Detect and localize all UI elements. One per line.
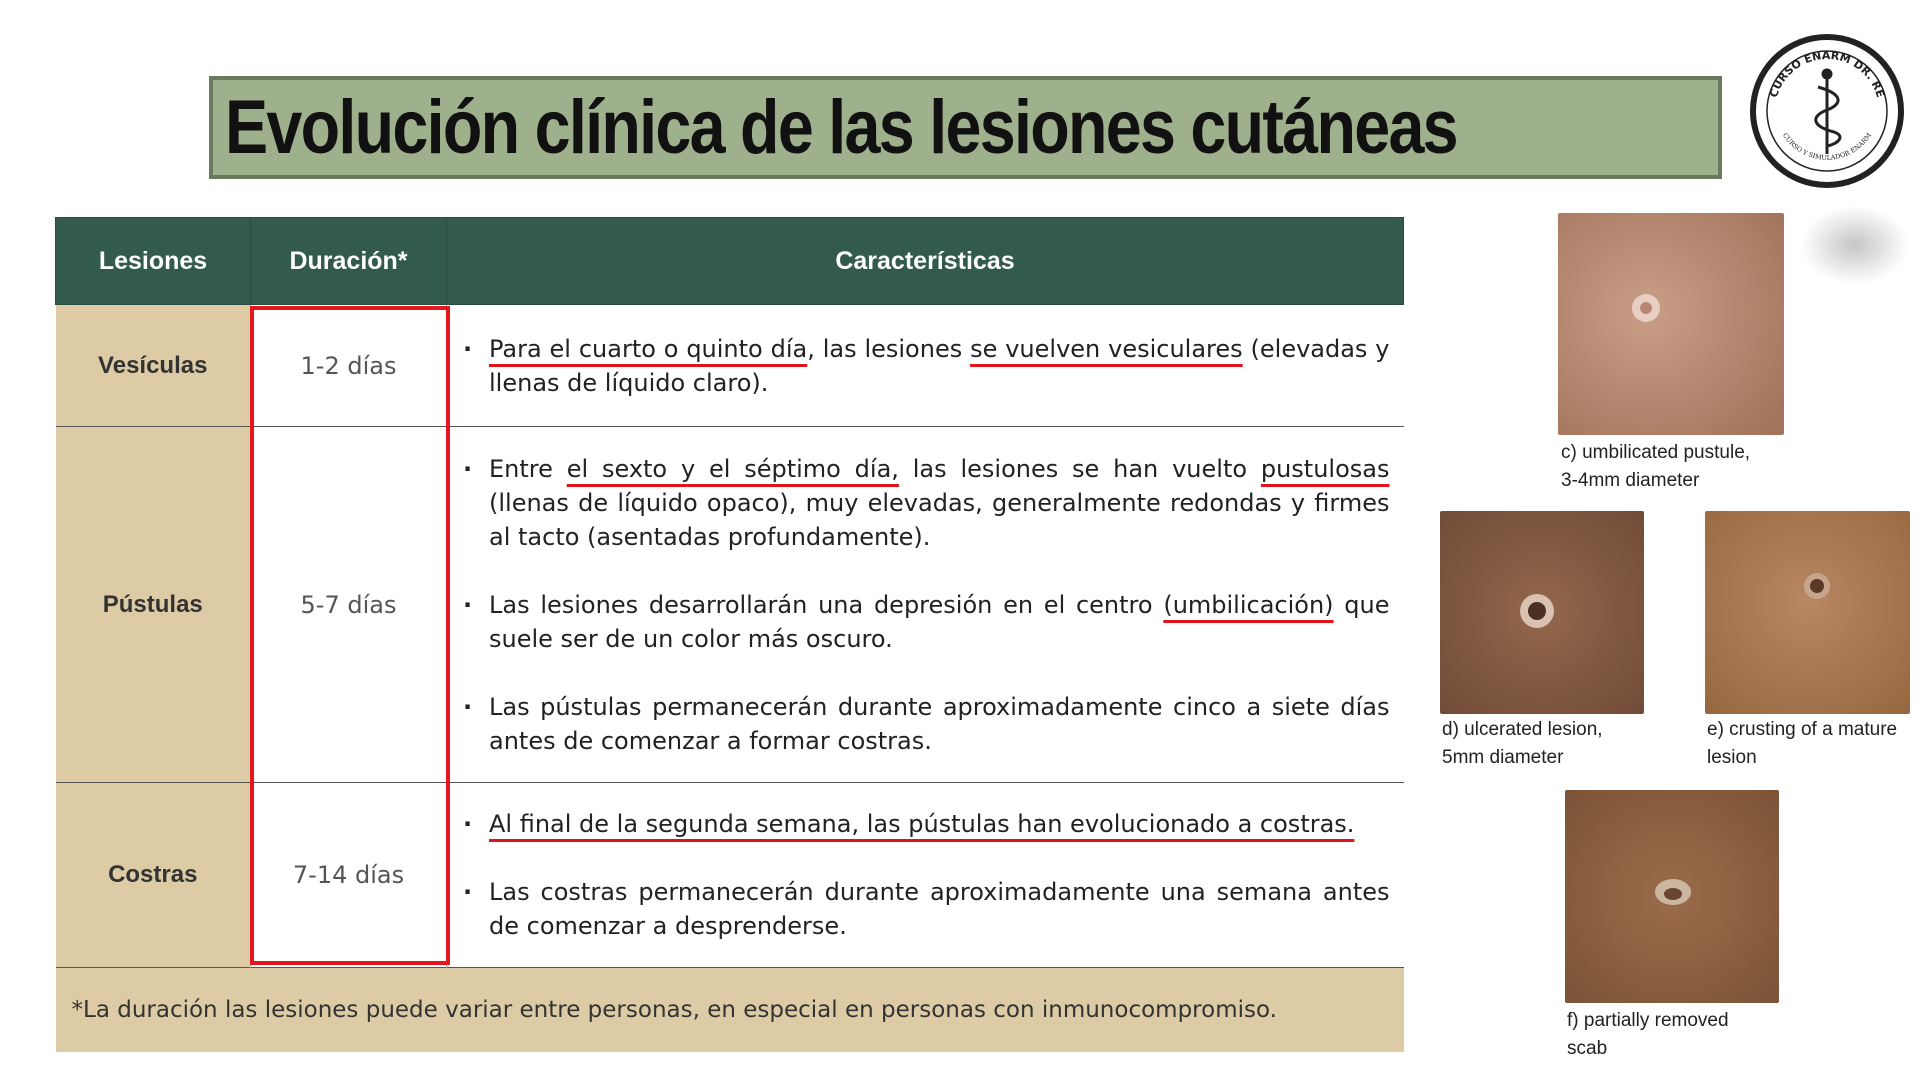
characteristic-bullet bbox=[489, 875, 1390, 943]
skin-photo-e bbox=[1705, 511, 1910, 714]
header-lesiones: Lesiones bbox=[56, 218, 251, 305]
lesion-name: Vesículas bbox=[56, 305, 251, 427]
skin-photo-c bbox=[1558, 213, 1784, 435]
bullet-text: Las pústulas permanecerán durante aproximadamente cinco a siete días antes de comenzar a formar costras. bbox=[489, 692, 1390, 755]
characteristic-bullet bbox=[489, 332, 1390, 400]
lesion-name: Costras bbox=[56, 783, 251, 968]
table-header-row bbox=[56, 218, 1404, 305]
caption-line: c) umbilicated pustule, bbox=[1561, 442, 1751, 463]
table-row bbox=[56, 783, 1404, 968]
table-row bbox=[56, 305, 1404, 427]
underlined-text: el sexto y el séptimo día, bbox=[566, 454, 899, 483]
header-duracion: Duración* bbox=[251, 218, 447, 305]
duration-value: 1-2 días bbox=[251, 305, 447, 427]
underlined-text: se vuelven vesiculares bbox=[970, 334, 1243, 363]
characteristic-bullet bbox=[489, 690, 1390, 758]
table-row bbox=[56, 427, 1404, 783]
duration-value: 5-7 días bbox=[251, 427, 447, 783]
caption-line: scab bbox=[1567, 1038, 1608, 1059]
svg-text:CURSO Y SIMULADOR ENARM: CURSO Y SIMULADOR ENARM bbox=[1780, 131, 1874, 162]
bullet-text: Las lesiones desarrollarán una depresión en el centro bbox=[489, 590, 1164, 619]
title-banner bbox=[209, 76, 1722, 179]
underlined-text: Para el cuarto o quinto día bbox=[489, 334, 808, 363]
characteristics-cell bbox=[447, 305, 1404, 427]
characteristics-cell bbox=[447, 427, 1404, 783]
skin-photo-f bbox=[1565, 790, 1779, 1003]
characteristic-bullet bbox=[489, 807, 1390, 841]
bullet-text: que suele ser de un color más oscuro. bbox=[489, 590, 1390, 653]
caption-line: lesion bbox=[1707, 747, 1757, 768]
caption-line: e) crusting of a mature bbox=[1707, 719, 1898, 740]
lesions-table bbox=[55, 217, 1404, 1052]
characteristic-bullet bbox=[489, 452, 1390, 554]
underlined-text: Al final de la segunda semana, las pústulas han evolucionado a costras. bbox=[489, 810, 1355, 838]
course-logo bbox=[1748, 32, 1906, 190]
bullet-text: Las costras permanecerán durante aproximadamente una semana antes de comenzar a desprenderse. bbox=[489, 878, 1390, 940]
skin-photo-d bbox=[1440, 511, 1644, 714]
bullet-text: (llenas de líquido opaco), muy elevadas, generalmente redondas y firmes al tacto (asentadas profundamente). bbox=[489, 488, 1390, 551]
underlined-text: pustulosas bbox=[1260, 454, 1390, 483]
footnote-row bbox=[56, 968, 1404, 1053]
duration-value: 7-14 días bbox=[251, 783, 447, 968]
decorative-shadow bbox=[1800, 205, 1910, 285]
characteristics-cell bbox=[447, 783, 1404, 968]
caption-line: 3-4mm diameter bbox=[1561, 470, 1700, 491]
bullet-text: las lesiones se han vuelto bbox=[898, 454, 1261, 483]
caption-line: 5mm diameter bbox=[1442, 747, 1564, 768]
characteristic-bullet bbox=[489, 588, 1390, 656]
lesion-name: Pústulas bbox=[56, 427, 251, 783]
bullet-text: , las lesiones bbox=[807, 334, 971, 363]
bullet-text: (elevadas y llenas de líquido claro). bbox=[489, 334, 1390, 397]
footnote: *La duración las lesiones puede variar entre personas, en especial en personas con inmunocompromiso. bbox=[56, 968, 1404, 1053]
svg-text:CURSO ENARM DR. RE: CURSO ENARM DR. RE bbox=[1767, 48, 1887, 100]
caption-line: f) partially removed bbox=[1567, 1010, 1729, 1031]
underlined-text: (umbilicación) bbox=[1163, 590, 1334, 619]
caption-line: d) ulcerated lesion, bbox=[1442, 719, 1603, 740]
header-caracteristicas: Características bbox=[447, 218, 1404, 305]
page-title: Evolución clínica de las lesiones cutáneas bbox=[225, 85, 1457, 170]
bullet-text: Entre bbox=[489, 454, 567, 483]
